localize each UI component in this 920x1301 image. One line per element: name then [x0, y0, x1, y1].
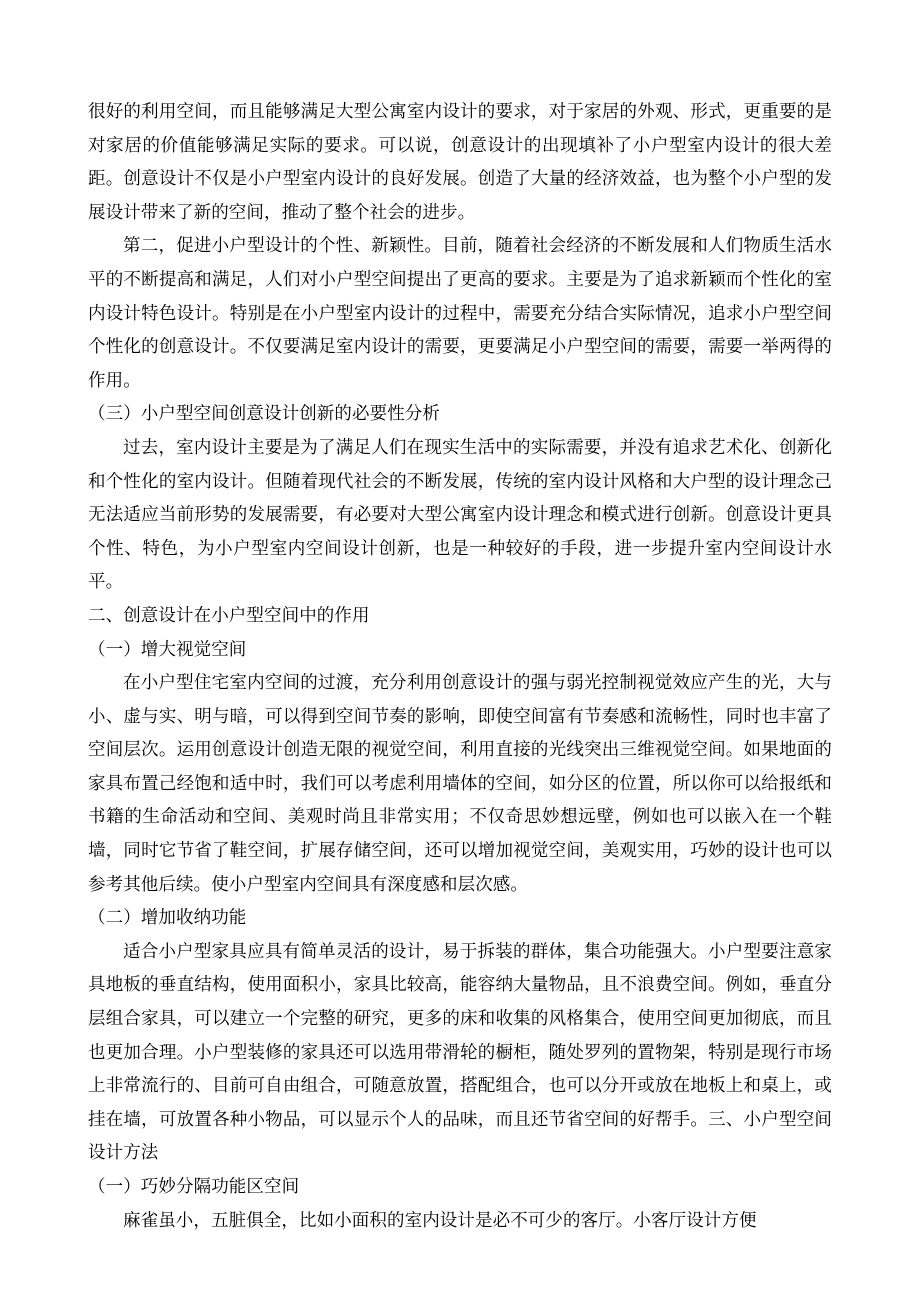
- paragraph: 过去，室内设计主要是为了满足人们在现实生活中的实际需要，并没有追求艺术化、创新化和个性化的室内设计。但随着现代社会的不断发展，传统的室内设计风格和大户型的设计理念己无法适应当前形势的发展需要，有必要对大型公寓室内设计理念和模式进行创新。创意设计更具个性、特色，为小户型室内空间设计创新，也是一种较好的手段，进一步提升室内空间设计水平。: [88, 437, 832, 593]
- section-heading: （一）增大视觉空间: [88, 639, 247, 660]
- section-heading: 二、创意设计在小户型空间中的作用: [88, 605, 370, 626]
- paragraph: 麻雀虽小，五脏俱全，比如小面积的室内设计是必不可少的客厅。小客厅设计方便: [123, 1210, 757, 1231]
- paragraph: 适合小户型家具应具有简单灵活的设计，易于拆装的群体，集合功能强大。小户型要注意家具地板的垂直结构，使用面积小，家具比较高，能容纳大量物品，且不浪费空间。例如，垂直分层组合家具，可以建立一个完整的研究，更多的床和收集的风格集合，使用空间更加彻底，而且也更加合理。小户型装修的家具还可以选用带滑轮的橱柜，随处罗列的置物架，特别是现行市场上非常流行的、目前可自由组合，可随意放置，搭配组合，也可以分开或放在地板上和桌上，或挂在墙，可放置各种小物品，可以显示个人的品味，而且还节省空间的好帮手。三、小户型空间设计方法: [88, 941, 832, 1164]
- section-heading: （三）小户型空间创意设计创新的必要性分析: [88, 404, 440, 425]
- paragraph: 在小户型住宅室内空间的过渡，充分利用创意设计的强与弱光控制视觉效应产生的光，大与小、虚与实、明与暗，可以得到空间节奏的影响，即使空间富有节奏感和流畅性，同时也丰富了空间层次。运用创意设计创造无限的视觉空间，利用直接的光线突出三维视觉空间。如果地面的家具布置己经饱和适中时，我们可以考虑利用墙体的空间，如分区的位置，所以你可以给报纸和书籍的生命活动和空间、美观时尚且非常实用；不仅奇思妙想远壁，例如也可以嵌入在一个鞋墙，同时它节省了鞋空间，扩展存储空间，还可以增加视觉空间，美观实用，巧妙的设计也可以参考其他后续。使小户型室内空间具有深度感和层次感。: [88, 673, 832, 895]
- section-heading: （一）巧妙分隔功能区空间: [88, 1177, 300, 1197]
- section-heading: （二）增加收纳功能: [88, 908, 247, 929]
- paragraph: 第二，促进小户型设计的个性、新颖性。目前，随着社会经济的不断发展和人们物质生活水平的不断提高和满足，人们对小户型空间提出了更高的要求。主要是为了追求新颖而个性化的室内设计特色设计。特别是在小户型室内设计的过程中，需要充分结合实际情况，追求小户型空间个性化的创意设计。不仅要满足室内设计的需要，更要满足小户型空间的需要，需要一举两得的作用。: [88, 236, 832, 391]
- document-body: [88, 96, 832, 1238]
- paragraph: 很好的利用空间，而且能够满足大型公寓室内设计的要求，对于家居的外观、形式，更重要的是对家居的价值能够满足实际的要求。可以说，创意设计的出现填补了小户型室内设计的很大差距。创意设计不仅是小户型室内设计的良好发展。创造了大量的经济效益，也为整个小户型的发展设计带来了新的空间，推动了整个社会的进步。: [88, 102, 832, 223]
